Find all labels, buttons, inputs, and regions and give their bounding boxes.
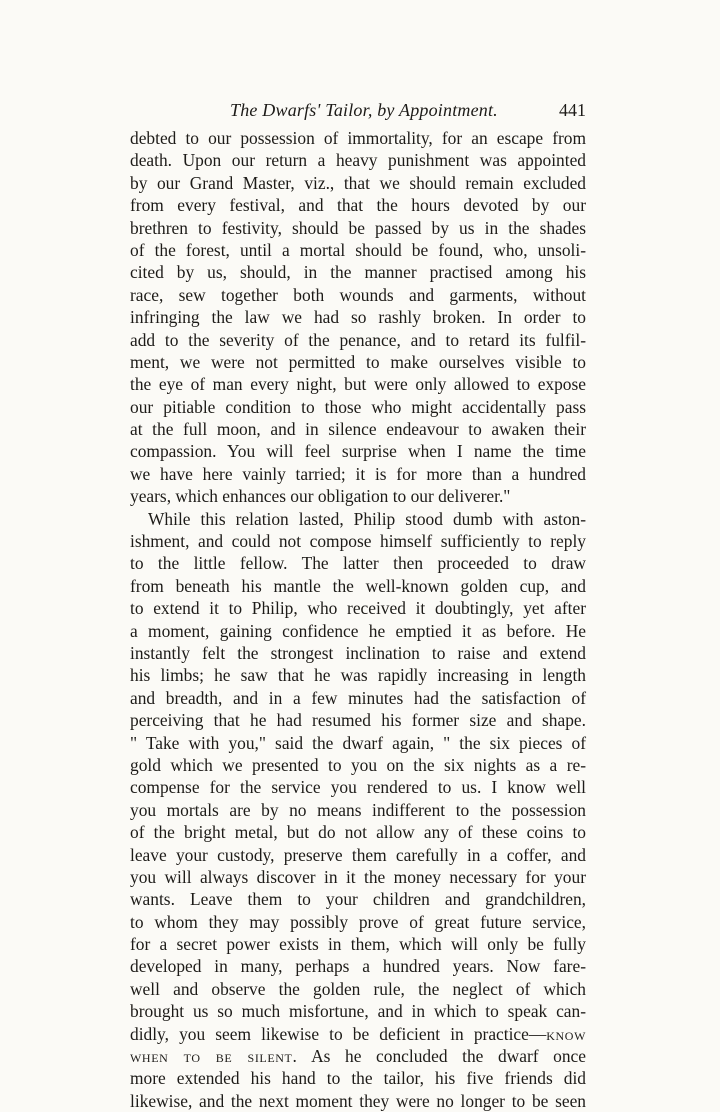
text-line: you mortals are by no means indifferent to the possession <box>130 799 586 820</box>
text-line: brethren to festivity, should be passed by us in the shades <box>130 217 586 238</box>
text-line: from every festival, and that the hours devoted by our <box>130 195 586 216</box>
text-line: gold which we presented to you on the six nights as a re- <box>130 754 586 775</box>
text-line: at the full moon, and in silence endeavour to awaken their <box>130 419 586 440</box>
text-line-with-smallcaps <box>130 1023 586 1045</box>
text-line: by our Grand Master, viz., that we should remain excluded <box>130 172 586 193</box>
text-line: death. Upon our return a heavy punishment was appointed <box>130 150 586 171</box>
paragraph-last-line: years, which enhances our obligation to our deliverer." <box>130 486 511 507</box>
text-line: instantly felt the strongest inclination to raise and extend <box>130 642 586 663</box>
text-line: perceiving that he had resumed his former size and shape. <box>130 710 586 731</box>
smallcaps-text: when to be silent. <box>130 1046 298 1067</box>
text-line: to the little fellow. The latter then proceeded to draw <box>130 553 586 574</box>
text-line: compassion. You will feel surprise when I name the time <box>130 441 586 462</box>
text-fragment: As he concluded the dwarf once <box>297 1046 586 1067</box>
text-line: leave your custody, preserve them carefully in a coffer, and <box>130 844 586 865</box>
text-line: developed in many, perhaps a hundred years. Now fare- <box>130 956 586 977</box>
text-line: a moment, gaining confidence he emptied it as before. He <box>130 620 586 641</box>
text-line: from beneath his mantle the well-known golden cup, and <box>130 575 586 596</box>
text-line: of the forest, until a mortal should be found, who, unsoli- <box>130 239 586 260</box>
text-line: ment, we were not permitted to make ourselves visible to <box>130 351 586 372</box>
text-line: more extended his hand to the tailor, his five friends did <box>130 1068 586 1089</box>
text-line: of the bright metal, but do not allow any of these coins to <box>130 822 586 843</box>
text-line: for a secret power exists in them, which will only be fully <box>130 934 586 955</box>
text-line: to extend it to Philip, who received it doubtingly, yet after <box>130 598 586 619</box>
text-line: his limbs; he saw that he was rapidly increasing in length <box>130 665 586 686</box>
text-line: we have here vainly tarried; it is for more than a hundred <box>130 463 586 484</box>
text-line: our pitiable condition to those who might accidentally pass <box>130 396 586 417</box>
text-line: well and observe the golden rule, the neglect of which <box>130 978 586 999</box>
text-line: " Take with you," said the dwarf again, " the six pieces of <box>130 732 586 753</box>
text-line: brought us so much misfortune, and in which to speak can- <box>130 1001 586 1022</box>
running-head <box>130 100 586 124</box>
text-line: add to the severity of the penance, and to retard its fulfil- <box>130 329 586 350</box>
text-line: compense for the service you rendered to us. I know well <box>130 777 586 798</box>
text-fragment: didly, you seem likewise to be deficient in practice— <box>130 1023 547 1044</box>
page-number: 441 <box>559 100 586 120</box>
text-line: the eye of man every night, but were only allowed to expose <box>130 374 586 395</box>
text-line: to whom they may possibly prove of great future service, <box>130 911 586 932</box>
text-line: you will always discover in it the money necessary for your <box>130 866 586 887</box>
text-line: race, sew together both wounds and garments, without <box>130 284 586 305</box>
text-line: and breadth, and in a few minutes had the satisfaction of <box>130 687 586 708</box>
body-text <box>130 127 586 1112</box>
text-line: likewise, and the next moment they were no longer to be seen <box>130 1090 586 1111</box>
running-title: The Dwarfs' Tailor, by Appointment. <box>230 100 498 120</box>
text-line-with-smallcaps <box>130 1045 586 1067</box>
paragraph-first-line: While this relation lasted, Philip stood dumb with aston- <box>148 508 586 529</box>
smallcaps-text: know <box>546 1023 586 1044</box>
text-line: cited by us, should, in the manner practised among his <box>130 262 586 283</box>
text-line: debted to our possession of immortality, for an escape from <box>130 128 586 148</box>
text-line: ishment, and could not compose himself sufficiently to reply <box>130 531 586 552</box>
text-line: infringing the law we had so rashly broken. In order to <box>130 307 586 328</box>
text-line: wants. Leave them to your children and grandchildren, <box>130 889 586 910</box>
